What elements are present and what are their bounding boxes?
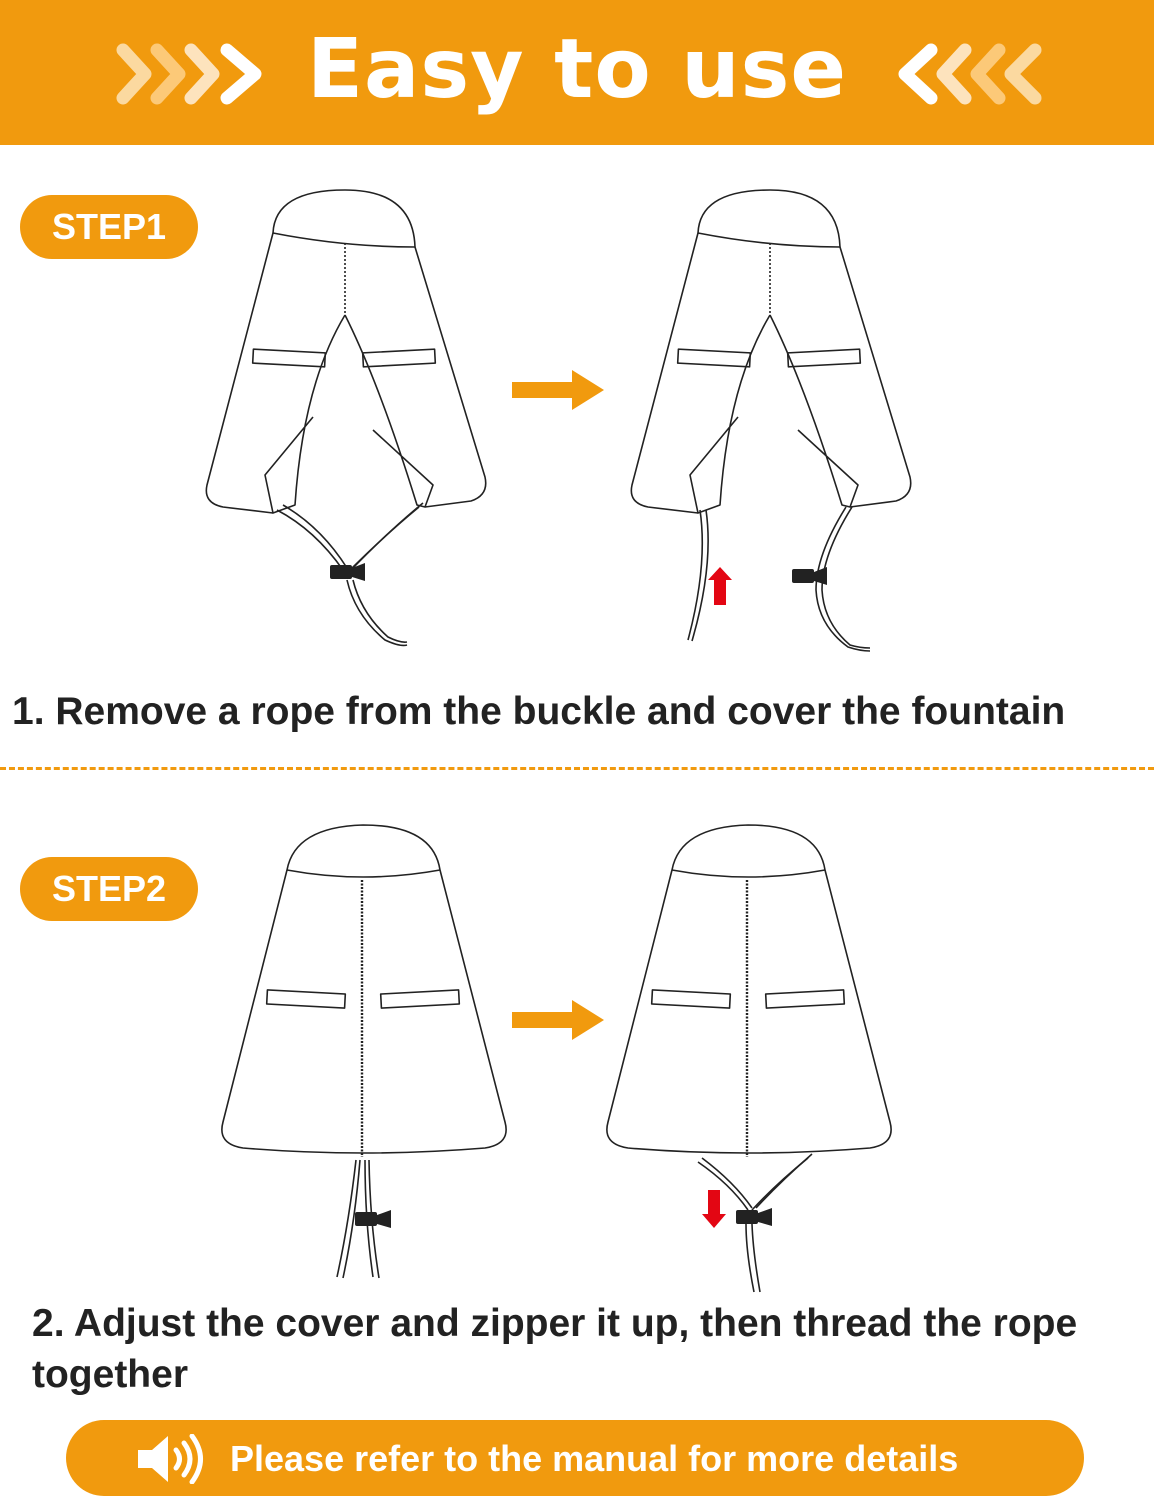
step2-zipped-cover-illustration [215,822,525,1282]
header-banner [0,0,1154,145]
step2-badge: STEP2 [20,857,198,921]
step1-caption: 1. Remove a rope from the buckle and cover the fountain [12,690,1066,733]
speaker-icon [136,1434,206,1484]
orange-arrow-icon [512,998,607,1042]
chevrons-left-icon [893,42,1048,106]
step2-caption: 2. Adjust the cover and zipper it up, then thread the rope together [32,1302,1078,1396]
orange-arrow-icon [512,368,607,412]
section-divider [0,767,1154,770]
page-title: Easy to use [306,22,848,117]
footer-notice-bar [66,1420,1084,1496]
step1-badge: STEP1 [20,195,198,259]
step1-rope-removed-illustration [620,185,930,655]
step1-cover-open-illustration [195,185,505,655]
footer-text: Please refer to the manual for more details [230,1438,959,1479]
step2-ropes-threaded-illustration [600,822,910,1282]
